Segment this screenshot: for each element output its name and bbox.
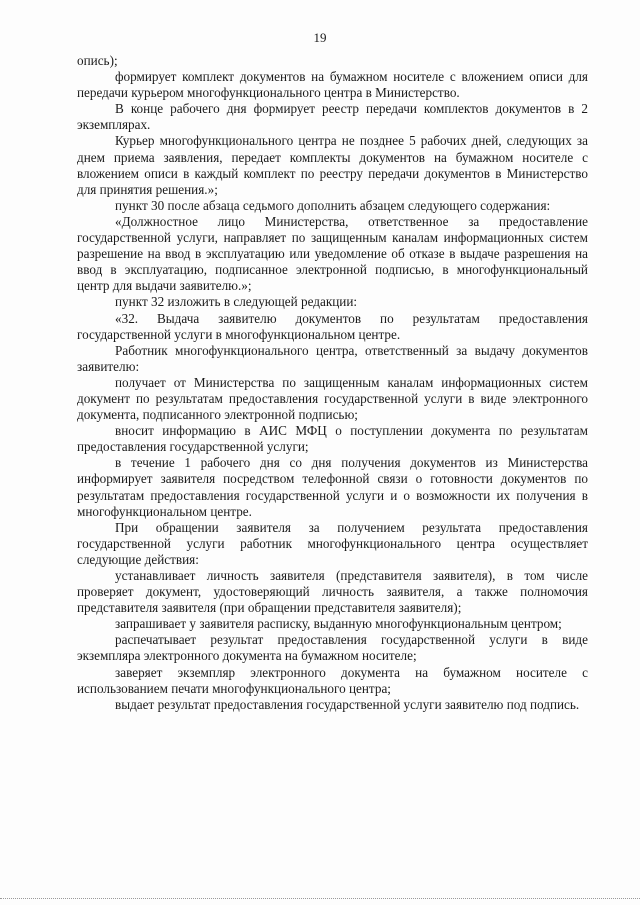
paragraph: При обращении заявителя за получением результата предоставления государственной услуги работник многофункционального центра осуществляет следующие действия: xyxy=(77,519,588,567)
document-body xyxy=(77,53,588,713)
paragraph: «32. Выдача заявителю документов по результатам предоставления государственной услуги в многофункциональном центре. xyxy=(77,310,588,342)
paragraph: запрашивает у заявителя расписку, выданную многофункциональным центром; xyxy=(115,616,562,632)
paragraph: заверяет экземпляр электронного документа на бумажном носителе с использованием печати многофункционального центра; xyxy=(77,664,588,696)
paragraph: пункт 32 изложить в следующей редакции: xyxy=(115,294,358,310)
scan-edge-divider xyxy=(0,898,640,899)
paragraph: вносит информацию в АИС МФЦ о поступлении документа по результатам предоставления государственной услуги; xyxy=(77,423,588,455)
paragraph: формирует комплект документов на бумажном носителе с вложением описи для передачи курьером многофункционального центра в Министерство. xyxy=(77,69,588,101)
page-number: 19 xyxy=(313,30,327,45)
paragraph: Курьер многофункционального центра не позднее 5 рабочих дней, следующих за днем приема заявления, передает комплекты документов на бумажном носителе с вложением описи в каждый комплект по реестру передачи документов в Министерство для принятия решения.»; xyxy=(77,133,588,197)
paragraph: пункт 30 после абзаца седьмого дополнить абзацем следующего содержания: xyxy=(115,197,551,213)
paragraph: распечатывает результат предоставления государственной услуги в виде экземпляра электронного документа на бумажном носителе; xyxy=(77,632,588,664)
paragraph: выдает результат предоставления государственной услуги заявителю под подпись. xyxy=(115,696,580,712)
paragraph: получает от Министерства по защищенным каналам информационных систем документ по результатам предоставления государственной услуги в виде электронного документа, подписанного электронной подписью; xyxy=(77,374,588,423)
paragraph: устанавливает личность заявителя (представителя заявителя), в том числе проверяет документ, удостоверяющий личность заявителя, а также полномочия представителя заявителя (при обращении представителя заявителя); xyxy=(77,568,588,616)
paragraph: в течение 1 рабочего дня со дня получения документов из Министерства информирует заявителя посредством телефонной связи о готовности документов по результатам предоставления государственной услуги и о возможности их получения в многофункциональном центре. xyxy=(77,455,588,519)
paragraph: В конце рабочего дня формирует реестр передачи комплектов документов в 2 экземплярах. xyxy=(77,101,588,133)
paragraph: «Должностное лицо Министерства, ответственное за предоставление государственной услуги, направляет по защищенным каналам информационных систем разрешение на ввод в эксплуатацию или уведомление об отказе в выдаче разрешения на ввод в эксплуатацию, подписанное электронной подписью, в многофункциональный центр для выдачи заявителю.»; xyxy=(77,213,588,294)
paragraph-continuation: опись); xyxy=(77,53,118,68)
paragraph: Работник многофункционального центра, ответственный за выдачу документов заявителю: xyxy=(77,342,588,374)
